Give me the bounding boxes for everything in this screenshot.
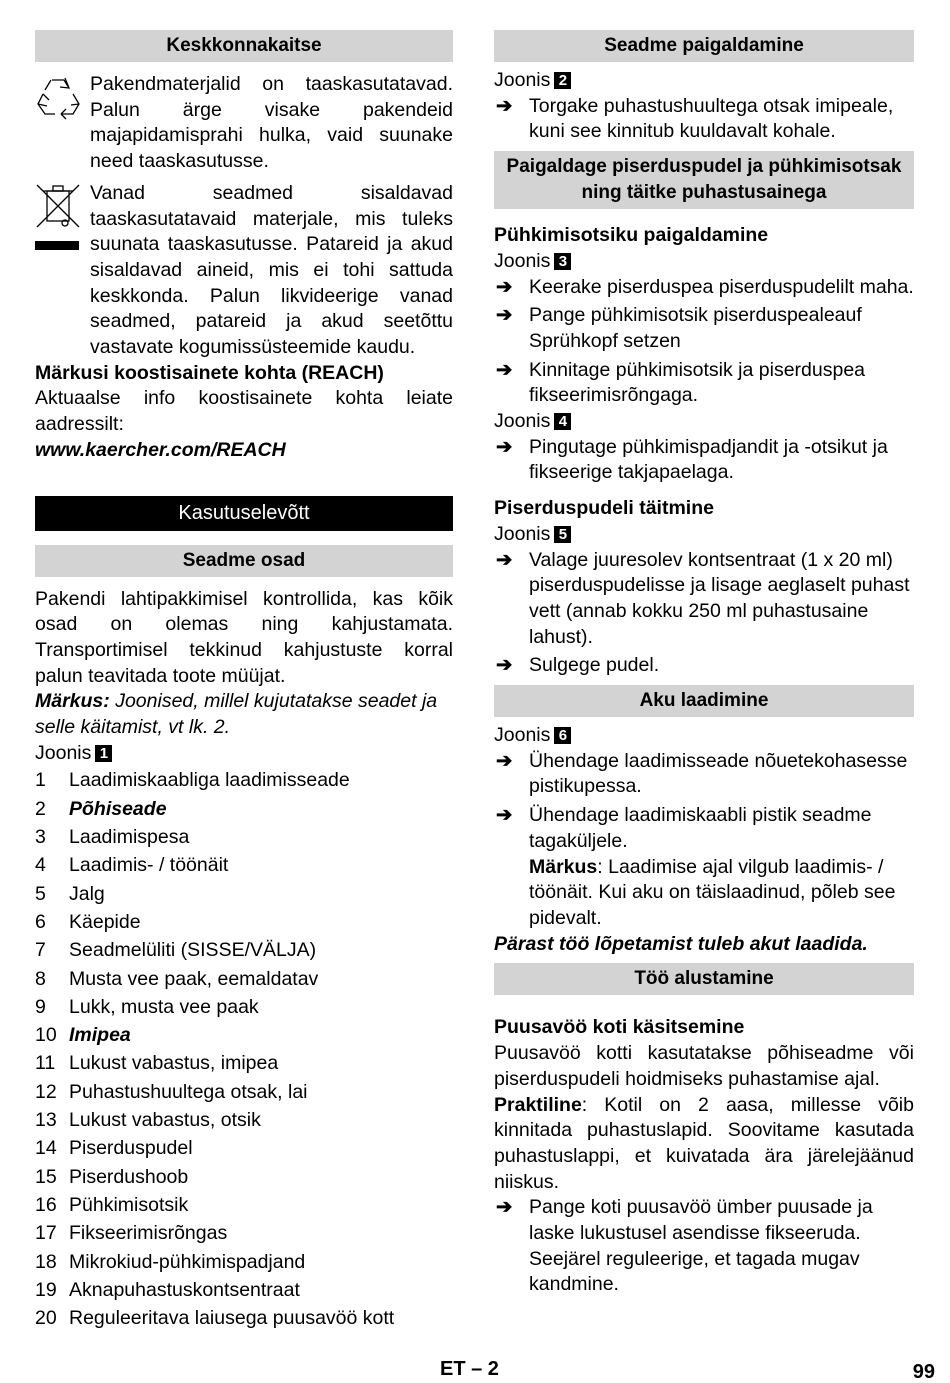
parts-list-item	[35, 1191, 453, 1219]
parts-list-item	[35, 1134, 453, 1162]
work-start-heading: Töö alustamine	[494, 963, 914, 995]
charge-step: ➔ Ühendage laadimiskaabli pistik seadme tagaküljele.	[496, 804, 872, 852]
note-text: Joonised, millel kujutatakse seadet ja selle käitamist, vt lk. 2.	[35, 690, 438, 739]
commissioning-heading: Kasutuselevõtt	[35, 496, 453, 531]
parts-list-item	[35, 766, 453, 794]
item-number: 14	[35, 1137, 57, 1160]
environment-heading: Keskkonnakaitse	[35, 30, 453, 62]
belt-bag-tip: Praktiline: Kotil on 2 aasa, millesse võib kinnitada puhastuslapid. Soovitame kasutada puhastuslappi, et kuivatada ära järelejäänud niiskus.	[494, 1093, 914, 1193]
figure-number-badge: 2	[554, 72, 571, 89]
item-number: 1	[35, 769, 46, 792]
item-number: 15	[35, 1165, 57, 1188]
item-label: Seadmelüliti (SISSE/VÄLJA)	[69, 939, 317, 962]
parts-list-item	[35, 1219, 453, 1247]
unpacking-paragraph: Pakendi lahtipakkimisel kontrollida, kas kõik osad on olemas ning kahjustamata. Transportimisel tekkinud kahjustuste korral palun teavitada toote müüjat.	[35, 587, 453, 687]
figure-number-badge: 3	[554, 253, 571, 270]
parts-list	[35, 766, 453, 1332]
item-number: 18	[35, 1250, 57, 1273]
pad-step: ➔ Pingutage pühkimispadjandit ja -otsikut ja fikseerige takjapaelaga.	[496, 435, 888, 484]
item-label: Fikseerimisrõngas	[69, 1222, 228, 1245]
item-number: 7	[35, 939, 46, 962]
item-number: 11	[35, 1052, 56, 1075]
reach-heading: Märkusi koostisainete kohta (REACH)	[35, 361, 384, 384]
item-label: Laadimis- / töönäit	[69, 854, 229, 877]
arrow-icon: ➔	[496, 275, 513, 298]
item-number: 4	[35, 854, 46, 877]
item-label: Laadimiskaabliga laadimisseade	[69, 769, 350, 792]
belt-step: ➔ Pange koti puusavöö ümber puusade ja laske lukustusel asendisse fikseeruda. Seejärel reguleerige, et tagada mugav kandmine.	[496, 1196, 873, 1296]
belt-bag-paragraph: Puusavöö kotti kasutatakse põhiseadme või piserduspudeli hoidmiseks puhastamise ajal.	[494, 1042, 914, 1090]
packaging-paragraph	[35, 72, 453, 175]
parts-list-item	[35, 851, 453, 879]
item-number: 5	[35, 882, 46, 905]
parts-list-item	[35, 1248, 453, 1276]
parts-list-item	[35, 993, 453, 1021]
fill-step: ➔ Valage juuresolev kontsentraat (1 x 20 ml) piserduspudelisse ja lisage aeglaselt puhast vett (annab kokku 250 ml puhastusaine lahust).	[496, 548, 910, 648]
item-label: Jalg	[69, 882, 105, 905]
parts-list-item	[35, 880, 453, 908]
charge-step: ➔ Ühendage laadimisseade nõuetekohasesse pistikupessa.	[496, 749, 908, 798]
figure-number-badge: 1	[95, 745, 112, 762]
parts-list-item	[35, 1304, 453, 1332]
parts-list-item	[35, 1106, 453, 1134]
page-footer-language: ET – 2	[440, 1358, 499, 1380]
item-label: Piserduspudel	[69, 1137, 193, 1160]
wipe-head-heading: Pühkimisotsiku paigaldamine	[494, 224, 769, 247]
arrow-icon: ➔	[496, 749, 513, 772]
item-label: Imipea	[69, 1024, 131, 1047]
parts-list-item	[35, 908, 453, 936]
item-number: 8	[35, 967, 46, 990]
parts-list-item	[35, 795, 453, 823]
item-number: 9	[35, 995, 46, 1018]
disposal-text: Vanad seadmed sisaldavad taaskasutatavaid materjale, mis tuleks suunata taaskasutusse. Patareid ja akud sisaldavad aineid, mis ei tohi sattuda keskkonda. Palun likvideerige vanad seadmed, patareid ja akud seetõttu vastavate kogumissüsteemide kaudu.	[90, 181, 453, 359]
item-label: Käepide	[69, 910, 141, 933]
item-number: 6	[35, 910, 46, 933]
disposal-paragraph	[35, 181, 453, 361]
device-parts-heading: Seadme osad	[35, 545, 453, 577]
item-number: 10	[35, 1024, 57, 1047]
item-label: Lukust vabastus, imipea	[69, 1052, 279, 1075]
fill-heading: Piserduspudeli täitmine	[494, 497, 714, 520]
wipe-step: ➔ Keerake piserduspea piserduspudelilt maha.	[494, 275, 914, 301]
fill-step: ➔ Sulgege pudel.	[494, 653, 914, 679]
figures-note	[35, 689, 453, 740]
item-number: 13	[35, 1109, 57, 1132]
item-label: Reguleeritava laiusega puusavöö kott	[69, 1307, 395, 1330]
item-label: Mikrokiud-pühkimispadjand	[69, 1250, 306, 1273]
arrow-icon: ➔	[496, 1196, 513, 1219]
item-number: 16	[35, 1193, 57, 1216]
note-label: Märkus:	[35, 690, 110, 713]
item-label: Musta vee paak, eemaldatav	[69, 967, 319, 990]
belt-bag-heading: Puusavöö koti käsitsemine	[494, 1016, 745, 1039]
item-label: Puhastushuultega otsak, lai	[69, 1080, 308, 1103]
item-number: 2	[35, 797, 46, 820]
parts-list-item	[35, 1276, 453, 1304]
reach-text: Aktuaalse info koostisainete kohta leiate aadressilt:	[35, 387, 453, 436]
item-number: 17	[35, 1222, 57, 1245]
item-label: Lukust vabastus, otsik	[69, 1109, 261, 1132]
item-label: Põhiseade	[69, 797, 167, 820]
item-number: 12	[35, 1080, 57, 1103]
parts-list-item	[35, 1021, 453, 1049]
parts-list-item	[35, 1163, 453, 1191]
figure-number-badge: 4	[554, 413, 571, 430]
crossed-bin-icon	[35, 183, 83, 263]
local-page-number: – 2	[471, 1358, 499, 1380]
arrow-icon: ➔	[496, 358, 513, 381]
figure-ref-2: Joonis 2	[494, 68, 914, 94]
figure-ref-6: Joonis 6	[494, 723, 914, 749]
recycle-icon	[35, 74, 83, 128]
reach-url[interactable]: www.kaercher.com/REACH	[35, 438, 286, 461]
figure-ref-4: Joonis 4	[494, 409, 914, 435]
parts-list-item	[35, 1049, 453, 1077]
parts-list-item	[35, 1078, 453, 1106]
parts-list-item	[35, 965, 453, 993]
parts-list-item	[35, 936, 453, 964]
left-column	[35, 30, 453, 1332]
item-number: 20	[35, 1307, 57, 1330]
arrow-icon: ➔	[496, 804, 513, 827]
charge-note: Märkus: Laadimise ajal vilgub laadimis- / töönäit. Kui aku on täislaadinud, põleb see pidevalt.	[529, 855, 896, 929]
arrow-icon: ➔	[496, 548, 513, 571]
install-step: ➔ Torgake puhastushuultega otsak imipeale, kuni see kinnitub kuuldavalt kohale.	[496, 94, 894, 143]
page-number: 99	[912, 1361, 935, 1383]
item-label: Pühkimisotsik	[69, 1193, 189, 1216]
item-label: Laadimispesa	[69, 826, 190, 849]
item-number: 19	[35, 1278, 57, 1301]
charge-after-work: Pärast töö lõpetamist tuleb akut laadida.	[494, 932, 868, 955]
charging-heading: Aku laadimine	[494, 685, 914, 717]
parts-list-item	[35, 823, 453, 851]
arrow-icon: ➔	[496, 435, 513, 458]
item-label: Piserdushoob	[69, 1165, 189, 1188]
packaging-text: Pakendmaterjalid on taaskasutatavad. Palun ärge visake pakendeid majapidamisprahi hulka, vaid suunake need taaskasutusse.	[90, 73, 453, 173]
install-heading: Seadme paigaldamine	[494, 30, 914, 62]
item-label: Aknapuhastuskontsentraat	[69, 1278, 300, 1301]
figure-ref-1: Joonis 1	[35, 741, 453, 767]
figure-number-badge: 6	[554, 727, 571, 744]
wipe-step: ➔ Kinnitage pühkimisotsik ja piserduspea fikseerimisrõngaga.	[496, 358, 866, 407]
item-number: 3	[35, 826, 46, 849]
figure-number-badge: 5	[554, 526, 571, 543]
right-column	[494, 30, 914, 1298]
figure-ref-3: Joonis 3	[494, 249, 914, 275]
figure-ref-5: Joonis 5	[494, 522, 914, 548]
arrow-icon: ➔	[496, 94, 513, 117]
spray-bottle-heading: Paigaldage piserduspudel ja pühkimisotsak ning täitke puhastusainega	[494, 151, 914, 209]
wipe-step: ➔ Pange pühkimisotsik piserduspealeauf Sprühkopf setzen	[496, 304, 862, 352]
arrow-icon: ➔	[496, 654, 513, 677]
item-label: Lukk, musta vee paak	[69, 995, 259, 1018]
arrow-icon: ➔	[496, 304, 513, 327]
